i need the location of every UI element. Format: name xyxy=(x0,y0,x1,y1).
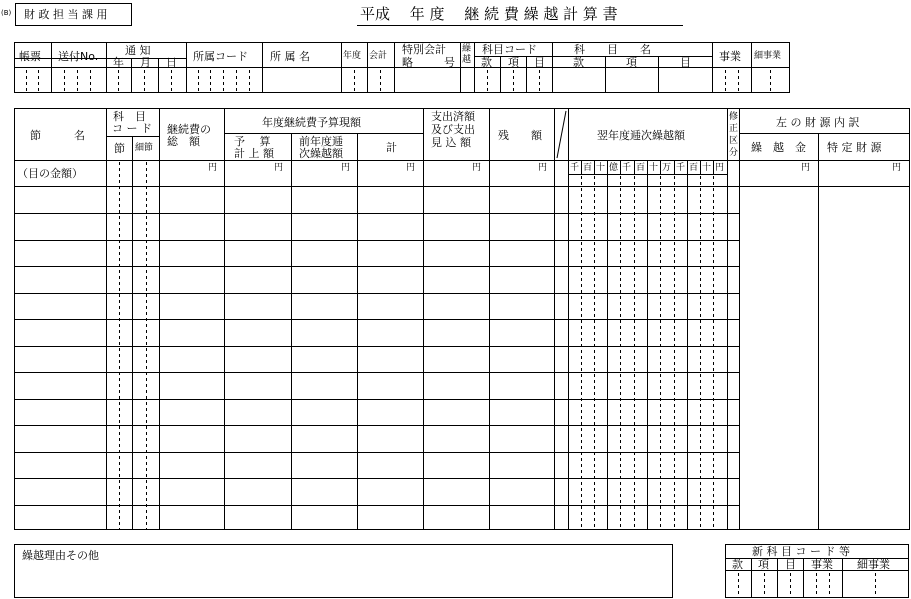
digit-label: 千 xyxy=(570,163,580,173)
col-tokutei: 特 定 財 源 xyxy=(827,141,882,154)
page-title: 平成 年 度 継 続 費 繰 越 計 算 書 xyxy=(360,5,618,23)
col-kamoku-code: 科目コード xyxy=(482,43,537,56)
digit-label: 千 xyxy=(622,163,632,173)
col-setsu: 節 xyxy=(114,142,125,155)
digit-label: 百 xyxy=(636,163,646,173)
digit-label: 百 xyxy=(583,163,593,173)
col-kurikoshikin: 繰 越 金 xyxy=(751,141,806,154)
col-yosan: 年度継続費予算現額 xyxy=(262,116,361,129)
footer-col-moku: 目 xyxy=(785,558,796,571)
col-setsumei: 節 名 xyxy=(30,129,85,142)
footer-col-jigyou: 事業 xyxy=(811,558,833,571)
digit-label: 十 xyxy=(702,163,712,173)
col-shozoku-code: 所属コード xyxy=(193,50,248,63)
col-moku: 目 xyxy=(534,56,545,69)
col-keijou-2: 計 上 額 xyxy=(234,147,274,160)
col-shozoku-name: 所 属 名 xyxy=(270,50,310,63)
yen-unit-kei: 円 xyxy=(406,163,416,173)
col-sougaku-2: 総 額 xyxy=(167,135,200,148)
col-sofu-no: 送付No. xyxy=(58,50,99,63)
form-code: (B) xyxy=(1,9,12,17)
yen-unit-kurikoshikin: 円 xyxy=(801,163,811,173)
footer-col-kou: 項 xyxy=(758,558,769,571)
digit-label: 千 xyxy=(676,163,686,173)
digit-label: 十 xyxy=(649,163,659,173)
footer-col-saijigyou: 細事業 xyxy=(857,558,890,571)
col-yokunen: 翌年度逓次繰越額 xyxy=(597,129,685,142)
col-shishutsu-2: 及び支出 xyxy=(431,123,475,136)
col-hi: 日 xyxy=(166,56,177,69)
col-saisetsu: 細節 xyxy=(135,143,154,153)
col-tsuchi: 通 知 xyxy=(125,44,151,57)
col-zennen-1: 前年度逓 xyxy=(299,135,343,148)
moku-kingaku-label: （目の金額） xyxy=(17,167,83,180)
col-ryaku: 略 xyxy=(402,56,413,69)
digit-label: 百 xyxy=(689,163,699,173)
yen-unit-tokutei: 円 xyxy=(892,163,902,173)
col-code: コ ー ド xyxy=(112,122,152,135)
col-zangaku: 残 額 xyxy=(498,129,542,142)
digit-label: 億 xyxy=(609,163,619,173)
col-shishutsu-1: 支出済額 xyxy=(431,110,475,123)
col-gou: 号 xyxy=(444,56,455,69)
col-kaikei: 会計 xyxy=(369,51,388,61)
col-cho: 帳票 xyxy=(19,50,41,63)
col-kei: 計 xyxy=(386,141,397,154)
col-kan: 款 xyxy=(481,56,492,69)
footer-col-kan: 款 xyxy=(732,558,743,571)
col-kamokumei: 科 目 名 xyxy=(574,43,651,56)
col-kou2: 項 xyxy=(626,56,637,69)
yen-unit-shishutsu: 円 xyxy=(472,163,482,173)
col-saijigyou: 細事業 xyxy=(754,51,782,61)
col-nendo: 年度 xyxy=(343,51,362,61)
yen-unit-zennen: 円 xyxy=(341,163,351,173)
digit-label: 円 xyxy=(715,163,725,173)
col-shishutsu-3: 見 込 額 xyxy=(431,136,471,149)
col-kamoku: 科 目 xyxy=(113,110,146,123)
new-code-label: 新 科 目 コ ー ド 等 xyxy=(752,545,850,558)
col-zennen-2: 次繰越額 xyxy=(299,147,343,160)
yen-unit-keijou: 円 xyxy=(274,163,284,173)
col-shusei: 修正区分 xyxy=(729,112,739,158)
col-tsuki: 月 xyxy=(140,56,151,69)
col-kurikoshi: 繰越 xyxy=(462,44,472,65)
col-sougaku-1: 継続費の xyxy=(167,123,211,136)
yen-unit-sougaku: 円 xyxy=(208,163,218,173)
col-kou: 項 xyxy=(508,56,519,69)
col-keijou-1: 予 算 xyxy=(234,135,271,148)
dept-label: 財 政 担 当 課 用 xyxy=(24,8,108,21)
col-zaigen: 左 の 財 源 内 訳 xyxy=(776,116,860,129)
digit-label: 万 xyxy=(662,163,672,173)
col-tokubetsu: 特別会計 xyxy=(402,43,446,56)
col-kan2: 款 xyxy=(573,56,584,69)
col-jigyou: 事業 xyxy=(719,50,741,63)
col-nen: 年 xyxy=(113,56,124,69)
col-moku2: 目 xyxy=(680,56,691,69)
digit-label: 十 xyxy=(596,163,606,173)
yen-unit-zangaku: 円 xyxy=(538,163,548,173)
reason-label: 繰越理由その他 xyxy=(22,549,99,562)
